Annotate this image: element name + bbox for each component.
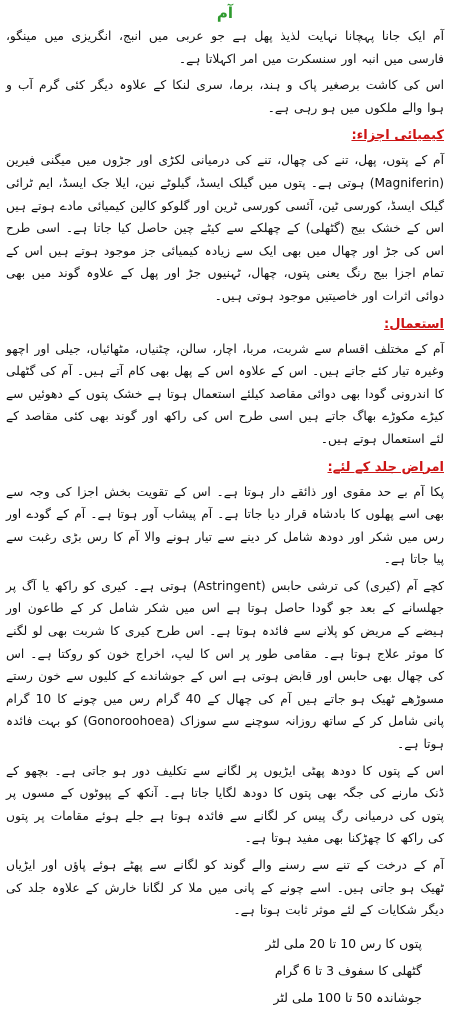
intro-paragraph-1: آم ایک جانا پہچانا نہایت لذیذ پھل ہے جو عربی میں انبج، انگریزی میں مینگو، فارسی میں انبہ اور سنسکرت میں امر اکہلاتا ہے۔ bbox=[6, 29, 444, 66]
section-heading: استعمال: bbox=[384, 316, 444, 332]
section-paragraph: اس کے پتوں کا دودھ پھٹی ایڑیوں پر لگانے سے تکلیف دور ہو جاتی ہے۔ بچھو کے ڈنک مارنے کی جگہ بھی پتوں کا دودھ لگایا جاتا ہے۔ آنکھ کے پپوٹوں کے مسوں پر پتوں کی درمیانی رگ پیس کر لگانے سے فائدہ ہوتا ہے جلے ہوئے مقامات پر پتوں کی راکھ کا چھڑکنا بھی مفید ہوتا ہے۔ bbox=[6, 763, 444, 846]
article-title: آم bbox=[216, 4, 234, 22]
section-paragraph: آم کے درخت کے تنے سے رسنے والے گوند کو لگانے سے پھٹے ہوئے پاؤں اور ایڑیاں ٹھیک ہو جاتی ہیں۔ اسے چونے کے پانی میں ملا کر لگانا خارش کے علاوہ جلد کی دیگر شکایات کے لئے موثر ثابت ہوتا ہے۔ bbox=[6, 858, 444, 918]
section-chemical-constituents bbox=[6, 125, 444, 307]
dosage-item: پتوں کا رس 10 تا 20 ملی لٹر bbox=[265, 935, 422, 951]
section-paragraph: پکا آم بے حد مقوی اور ذائقے دار ہوتا ہے۔ اس کے تقویت بخش اجزا کی وجہ سے بھی اسے پھلوں کا بادشاہ قرار دیا جاتا ہے۔ آم پیشاب آور ہوتا ہے۔ آم کے گودے اور رس میں شکر اور دودھ شامل کر دینے سے تیار ہونے والا آم کا رس بڑی رغبت سے پیا جاتا ہے۔ bbox=[6, 484, 444, 567]
section-heading: امراض جلد کے لئے: bbox=[327, 459, 444, 475]
section-paragraph: آم کے پتوں، پھل، تنے کی چھال، تنے کی درمیانی لکڑی اور جڑوں میں میگنی فیرین (Magniferin) ہوتی ہے۔ پتوں میں گیلک ایسڈ، گیلوٹے نین، ایلا جک ایسڈ، ایم ٹرائی گیلک ایسڈ، کورسی ٹین، آئسی کورسی ٹرین اور گلوکو کالین کیمیائی مادے ہوتے ہیں اس کے خشک بیج (گٹھلی) کے چھلکے سے کیٹے چین حاصل کیا جاتا ہے۔ اسی طرح اس کی جڑ اور چھال میں بھی ایک سے زیادہ کیمیائی جز موجود ہوتے ہیں اس کے تمام اجزا بیج رنگ یعنی پتوں، چھال، ٹہنیوں جڑ اور پھل کے علاوہ گوند میں بھی دوائی اثرات اور خاصیتیں موجود ہوتی ہیں۔ bbox=[6, 153, 444, 303]
dosage-item: گٹھلی کا سفوف 3 تا 6 گرام bbox=[274, 962, 422, 978]
section-heading: کیمیائی اجزاء: bbox=[351, 128, 444, 144]
section-paragraph: آم کے مختلف اقسام سے شربت، مربا، اچار، سالن، چٹنیاں، مٹھائیاں، جیلی اور اچھو وغیرہ تیار کئے جاتے ہیں۔ اس کے علاوہ اس کے پھل بھی کام آتے ہیں۔ آم کی گٹھلی کا اندرونی گودا بھی دوائی مقاصد کیلئے استعمال ہوتا ہے خشک پتوں کے دھوئیں سے کیڑے مکوڑے بھاگ جاتے ہیں اسی طرح اس کی راکھ اور گوند بھی کئی مقاصد کے لئے استعمال ہوتے ہیں۔ bbox=[6, 341, 444, 446]
dosage-list bbox=[6, 930, 444, 1011]
section-paragraph: کچے آم (کیری) کی ترشی حابس (Astringent) ہوتی ہے۔ کیری کو راکھ یا آگ پر جھلسانے کے بعد جو گودا حاصل ہوتا ہے اس میں شکر شامل کر کے طاعون اور ہیضے کے مریض کو پلانے سے فائدہ ہوتا ہے۔ اس طرح کیری کا شربت بھی لو لگنے کا موثر علاج ہوتا ہے۔ مقامی طور پر اس کا لیپ، اخراج خون کو روکتا ہے۔ اس کی چھال بھی حابس اور قابض ہوتی ہے اس کے جوشاندے کے کلیوں سے خون رستے مسوڑھے ٹھیک ہو جاتے ہیں آم کی چھال کے 40 گرام رس میں چونے کا 10 گرام پانی شامل کر کے ساتھ روزانہ سوچنے سے سوزاک (Gonoroohoea) کو بہت فائدہ ہوتا ہے۔ bbox=[6, 578, 445, 752]
intro-paragraph-2: اس کی کاشت برصغیر پاک و ہند، برما، سری لنکا کے علاوہ دیگر کئی گرم آب و ہوا والے ملکوں میں ہو رہی ہے۔ bbox=[6, 78, 444, 115]
section-skin-diseases bbox=[6, 457, 444, 922]
dosage-item: جوشاندہ 50 تا 100 ملی لٹر bbox=[273, 989, 422, 1005]
section-uses bbox=[6, 314, 444, 451]
